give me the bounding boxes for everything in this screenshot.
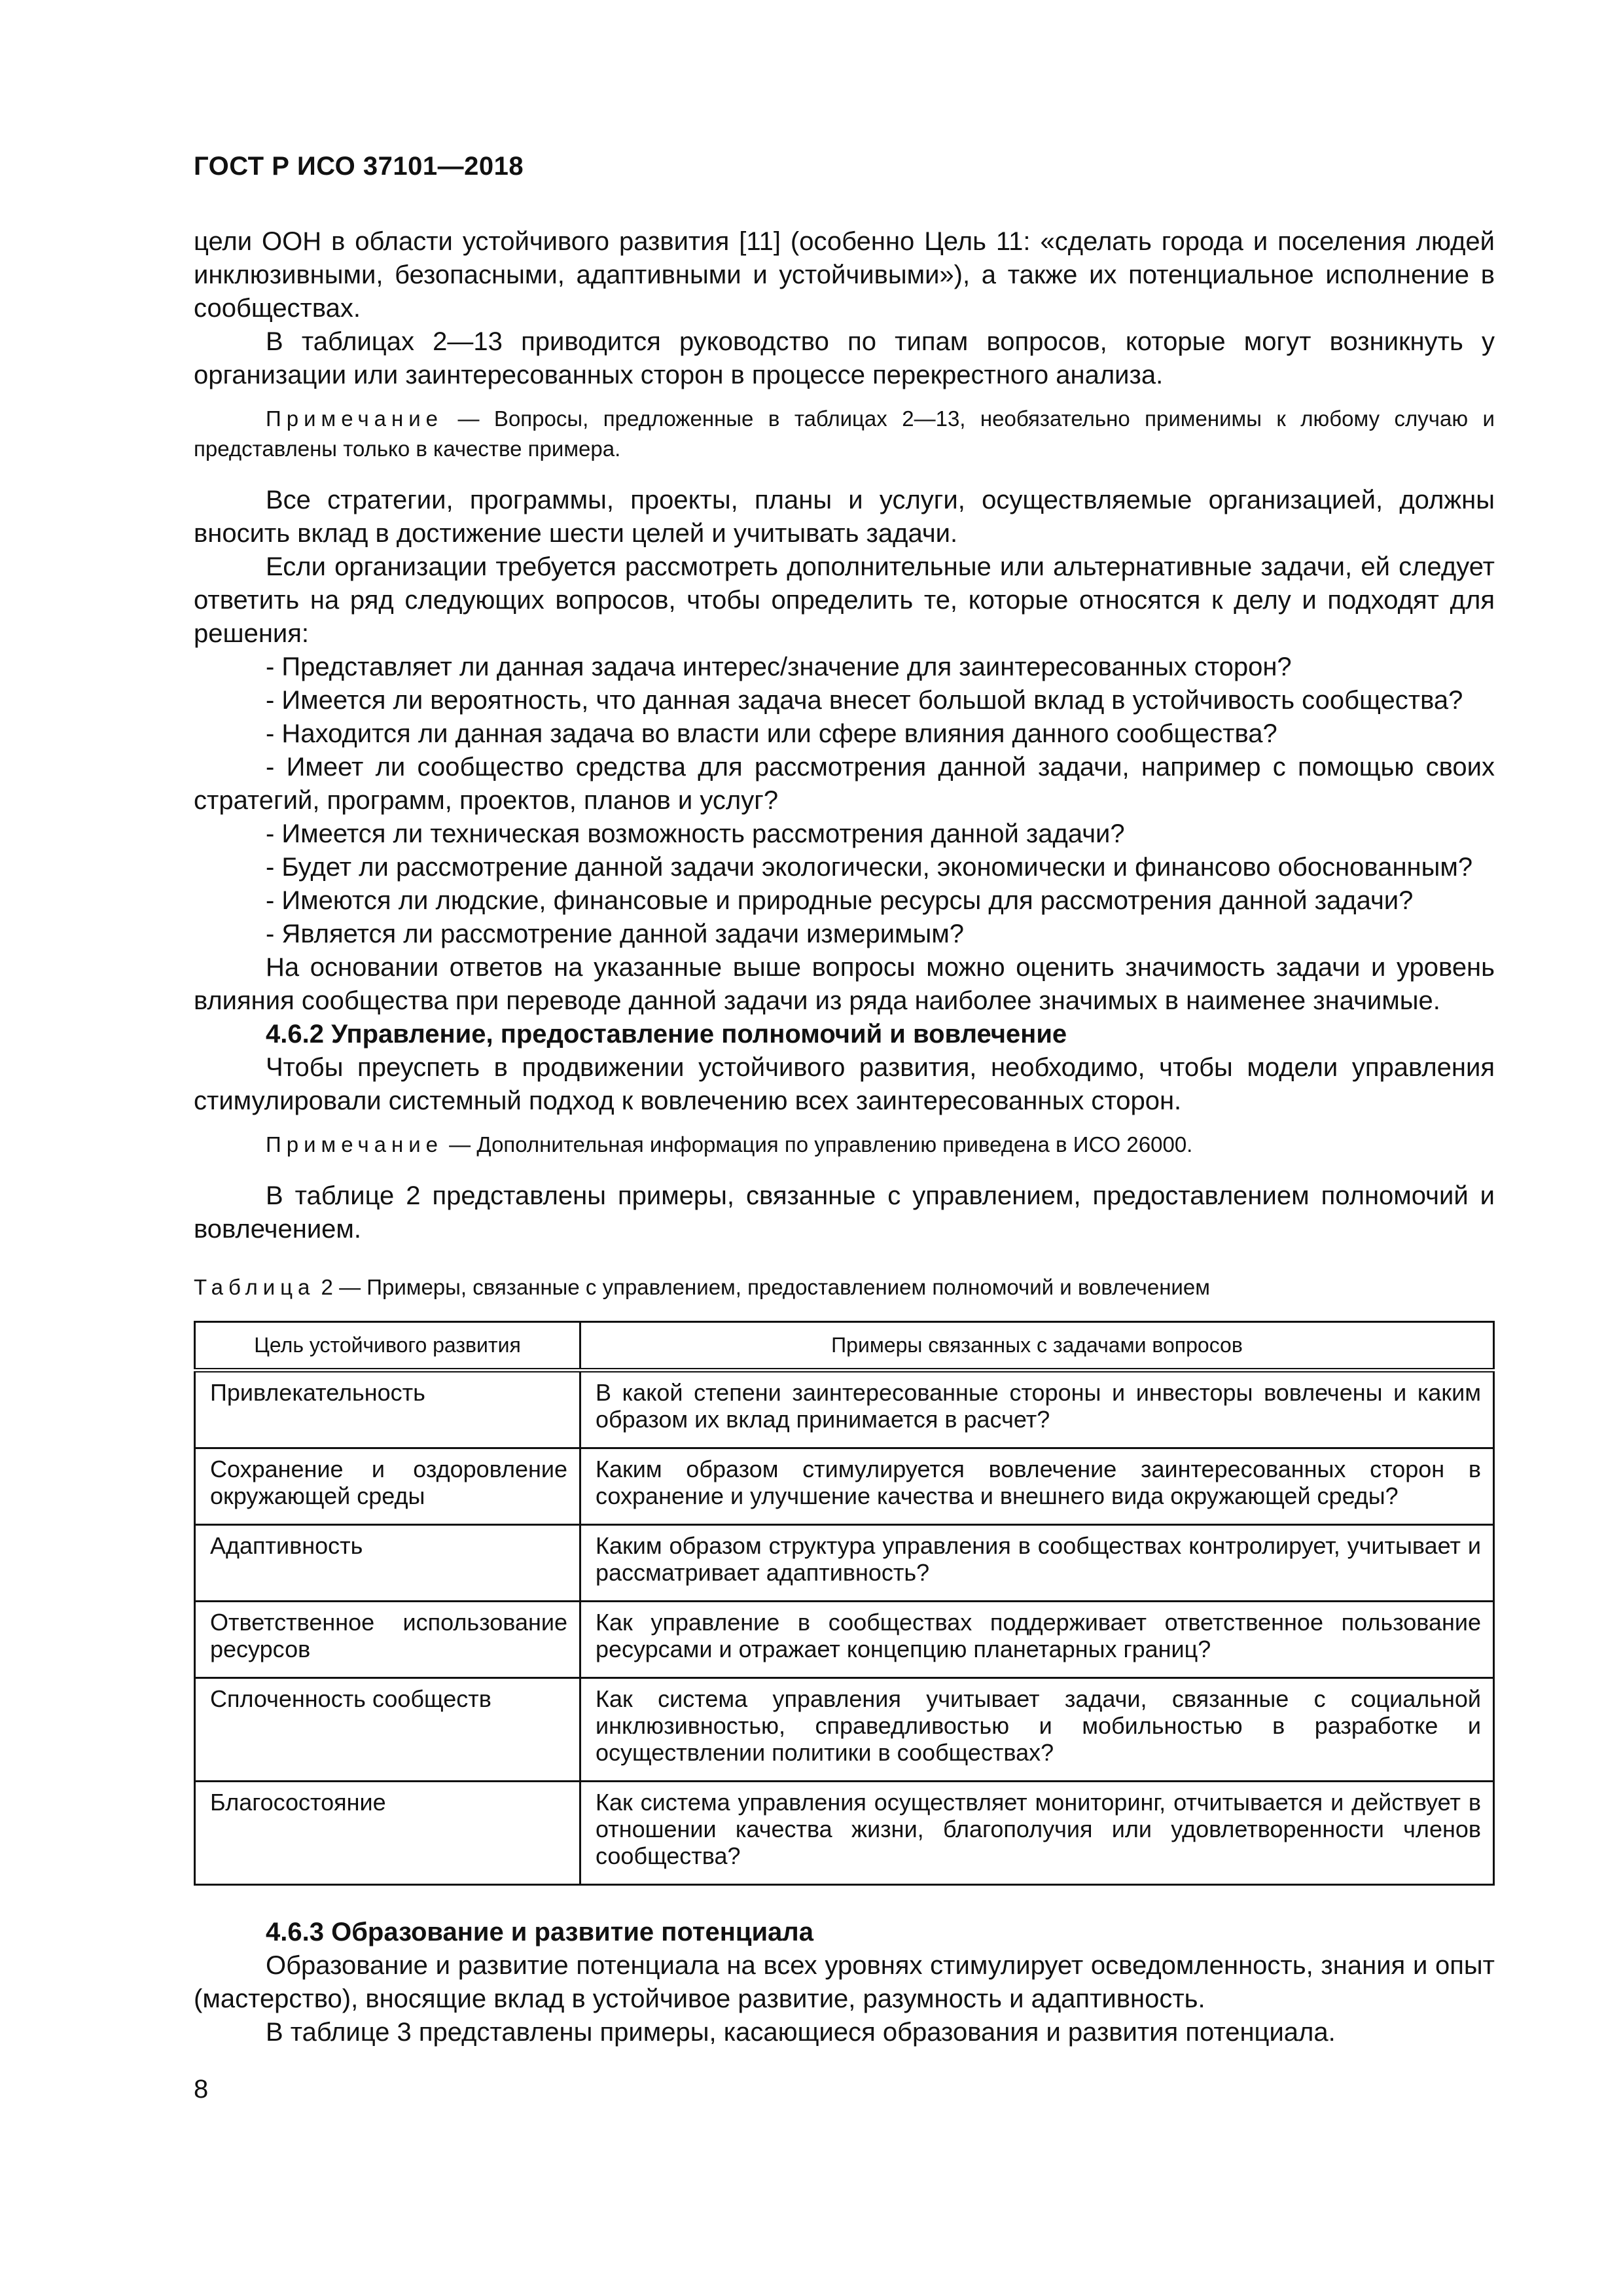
paragraph-4: Если организации требуется рассмотреть дополнительные или альтернативные задачи, ей следует ответить на ряд следующих вопросов, чтобы определить те, которые относятся к делу и подходят для решения:: [194, 552, 1495, 648]
table-cell-question: Как система управления осуществляет мониторинг, отчитывается и действует в отношении качества жизни, благополучия или удовлетворенности членов сообщества?: [580, 1782, 1494, 1885]
note-1: [194, 404, 1495, 464]
section-heading-4-6-3: 4.6.3 Образование и развитие потенциала: [266, 1918, 813, 1946]
table-row: [195, 1678, 1494, 1782]
document-body: [194, 225, 1495, 2049]
table-caption-text: 2 — Примеры, связанные с управлением, предоставлением полномочий и вовлечением: [315, 1275, 1210, 1299]
table-row: [195, 1782, 1494, 1885]
list-item: - Будет ли рассмотрение данной задачи экологически, экономически и финансово обоснованным?: [266, 853, 1473, 882]
table-cell-question: Как управление в сообществах поддерживает ответственное пользование ресурсами и отражает концепцию планетарных границ?: [580, 1602, 1494, 1678]
note-2-text: — Дополнительная информация по управлению приведена в ИСО 26000.: [443, 1132, 1193, 1157]
spacer: [194, 1886, 1495, 1916]
paragraph-6: Чтобы преуспеть в продвижении устойчивого развития, необходимо, чтобы модели управления стимулировали системный подход к вовлечению всех заинтересованных сторон.: [194, 1053, 1495, 1115]
note-2-label: Примечание: [266, 1132, 444, 1157]
table-row: [195, 1602, 1494, 1678]
table-caption: [194, 1274, 1495, 1301]
table-cell-question: Каким образом структура управления в сообществах контролирует, учитывает и рассматривает адаптивность?: [580, 1525, 1494, 1602]
document-header-title: ГОСТ Р ИСО 37101—2018: [194, 152, 524, 181]
paragraph-9: В таблице 3 представлены примеры, касающиеся образования и развития потенциала.: [266, 2018, 1336, 2047]
list-item: - Находится ли данная задача во власти или сфере влияния данного сообщества?: [266, 719, 1277, 748]
paragraph-1: цели ООН в области устойчивого развития [11] (особенно Цель 11: «сделать города и поселения людей инклюзивными, безопасными, адаптивными и устойчивыми»), а также их потенциальное исполнение в сообществах.: [194, 227, 1495, 323]
list-item: - Имеется ли вероятность, что данная задача внесет большой вклад в устойчивость сообщества?: [266, 686, 1463, 715]
table-cell-goal: Сплоченность сообществ: [195, 1678, 580, 1782]
list-item: - Имеет ли сообщество средства для рассмотрения данной задачи, например с помощью своих стратегий, программ, проектов, планов и услуг?: [194, 753, 1495, 815]
table-cell-question: Каким образом стимулируется вовлечение заинтересованных сторон в сохранение и улучшение качества и внешнего вида окружающей среды?: [580, 1448, 1494, 1525]
page-number: 8: [194, 2075, 209, 2104]
paragraph-7: В таблице 2 представлены примеры, связанные с управлением, предоставлением полномочий и вовлечением.: [194, 1181, 1495, 1244]
paragraph-2: В таблицах 2—13 приводится руководство по типам вопросов, которые могут возникнуть у организации или заинтересованных сторон в процессе перекрестного анализа.: [194, 327, 1495, 389]
table-caption-label: Таблица: [194, 1275, 315, 1299]
table-header-cell: Примеры связанных с задачами вопросов: [580, 1322, 1494, 1371]
table-cell-goal: Ответственное использование ресурсов: [195, 1602, 580, 1678]
section-heading-4-6-2: 4.6.2 Управление, предоставление полномочий и вовлечение: [266, 1020, 1067, 1049]
table-header-cell: Цель устойчивого развития: [195, 1322, 580, 1371]
note-1-text: — Вопросы, предложенные в таблицах 2—13, необязательно применимы к любому случаю и представлены только в качестве примера.: [194, 406, 1495, 461]
table-cell-question: Как система управления учитывает задачи, связанные с социальной инклюзивностью, справедливостью и мобильностью в разработке и осуществлении политики в сообществах?: [580, 1678, 1494, 1782]
table-cell-goal: Адаптивность: [195, 1525, 580, 1602]
list-item: - Представляет ли данная задача интерес/значение для заинтересованных сторон?: [266, 653, 1292, 681]
list-item: - Имеются ли людские, финансовые и природные ресурсы для рассмотрения данной задачи?: [266, 886, 1414, 915]
table-cell-goal: Благосостояние: [195, 1782, 580, 1885]
table-row: [195, 1448, 1494, 1525]
list-item: - Является ли рассмотрение данной задачи измеримым?: [266, 920, 965, 948]
paragraph-3: Все стратегии, программы, проекты, планы и услуги, осуществляемые организацией, должны вносить вклад в достижение шести целей и учитывать задачи.: [194, 486, 1495, 548]
table-2: [194, 1321, 1495, 1886]
table-row: [195, 1525, 1494, 1602]
table-header-row: [195, 1322, 1494, 1371]
table-row: [195, 1371, 1494, 1448]
note-2: [194, 1130, 1495, 1160]
table-cell-question: В какой степени заинтересованные стороны и инвесторы вовлечены и каким образом их вклад принимается в расчет?: [580, 1371, 1494, 1448]
table-cell-goal: Привлекательность: [195, 1371, 580, 1448]
paragraph-5: На основании ответов на указанные выше вопросы можно оценить значимость задачи и уровень влияния сообщества при переводе данной задачи из ряда наиболее значимых в наименее значимые.: [194, 953, 1495, 1015]
paragraph-8: Образование и развитие потенциала на всех уровнях стимулирует осведомленность, знания и опыт (мастерство), вносящие вклад в устойчивое развитие, разумность и адаптивность.: [194, 1951, 1495, 2013]
list-item: - Имеется ли техническая возможность рассмотрения данной задачи?: [266, 819, 1125, 848]
note-1-label: Примечание: [266, 406, 444, 431]
table-cell-goal: Сохранение и оздоровление окружающей среды: [195, 1448, 580, 1525]
